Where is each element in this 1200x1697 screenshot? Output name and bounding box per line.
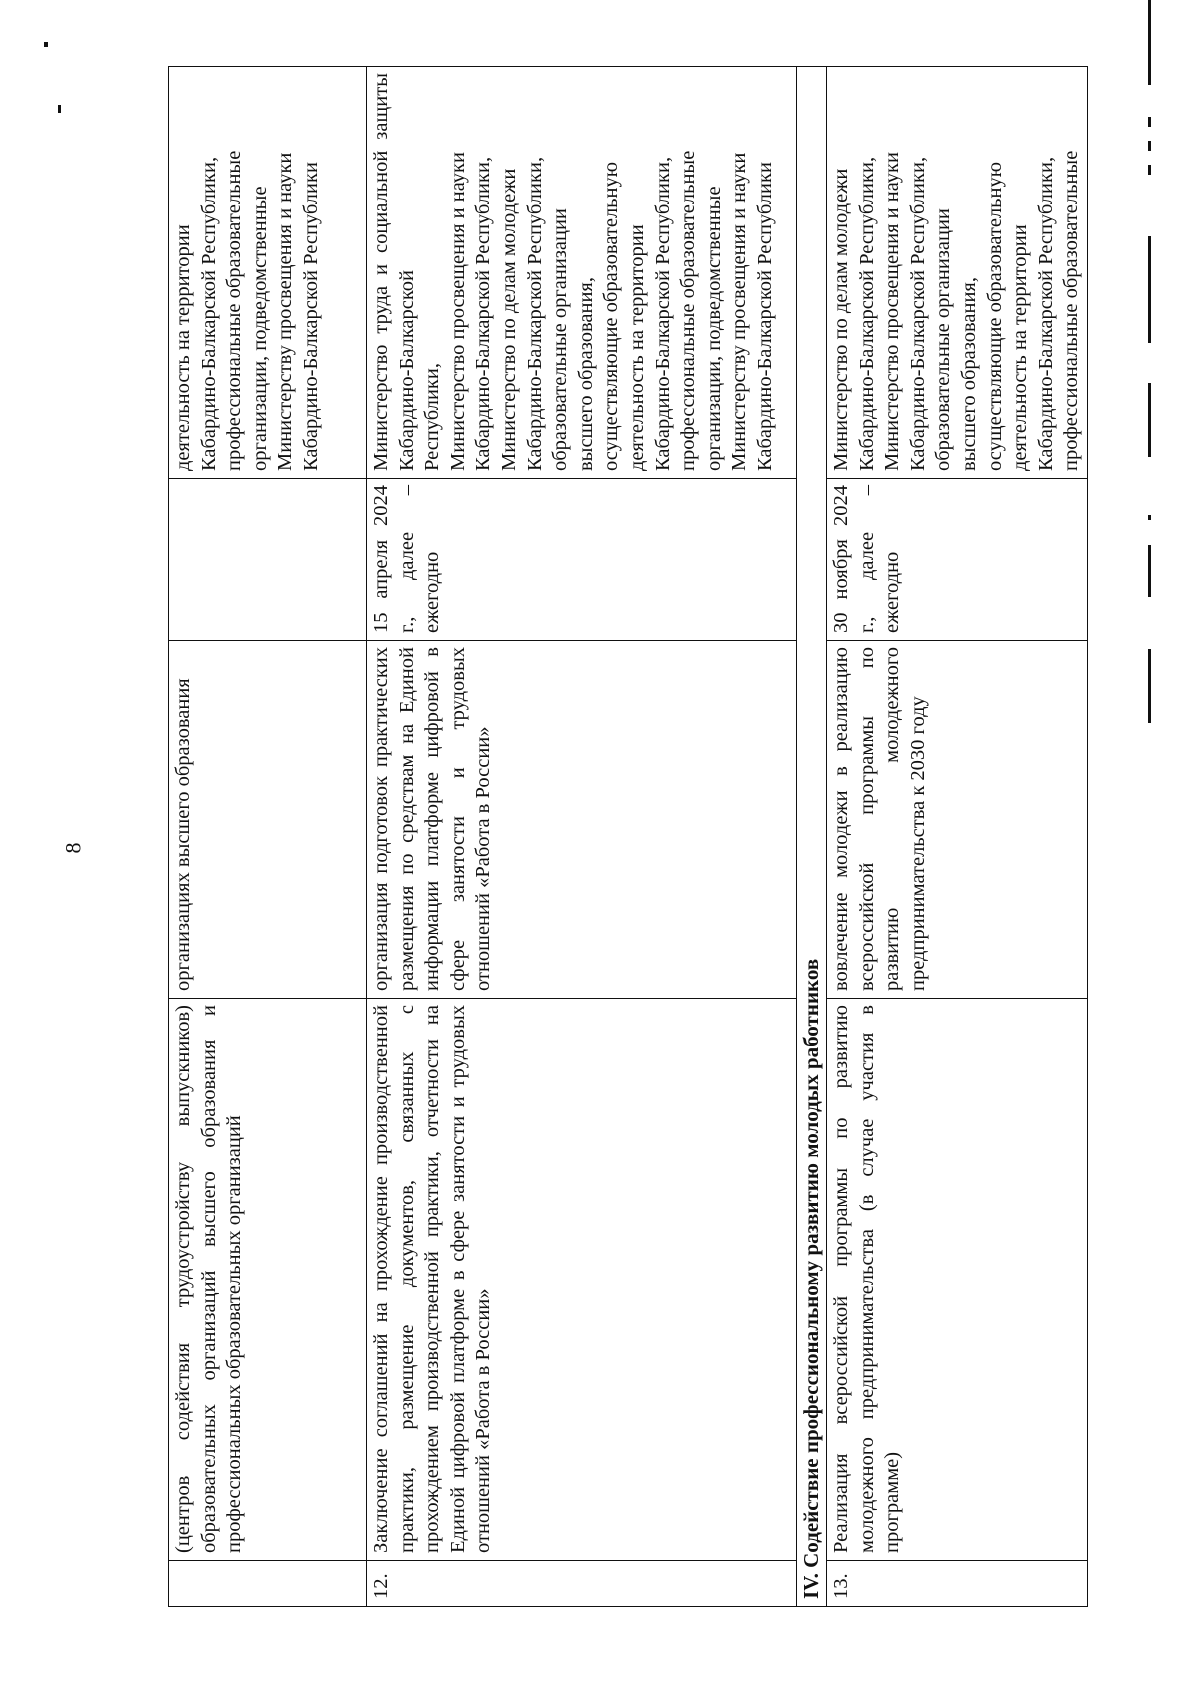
- responsible-line: Министерству просвещения и науки: [728, 152, 751, 471]
- scan-mark: [1148, 141, 1151, 151]
- responsible-line: Министерство по делам молодежи: [830, 168, 852, 471]
- responsible-line: профессиональные образовательные: [677, 150, 700, 471]
- responsible-line: организации, подведомственные: [248, 186, 271, 471]
- section-title: IV. Содействие профессиональному развитию молодых работников: [797, 67, 827, 1607]
- result-cell: организациях высшего образования: [169, 641, 367, 999]
- responsible-line: Министерство просвещения и науки: [881, 152, 904, 471]
- responsible-line: Министерству просвещения и науки: [274, 152, 297, 471]
- responsible-line: профессиональные образовательные: [1060, 150, 1083, 471]
- responsible-line: профессиональные образовательные: [223, 150, 246, 471]
- event-cell: Заключение соглашений на прохождение производственной практики, размещение документов, связанных с прохождением производственной практики, отчетности на Единой цифровой платформе в сфере занятости и трудовых отношений «Работа в России»: [367, 999, 797, 1561]
- scan-mark: [1148, 383, 1151, 457]
- table-row: [827, 67, 1088, 1607]
- deadline-cell: 30 ноября 2024 г., далее – ежегодно: [827, 479, 1088, 641]
- event-cell: Реализация всероссийской программы по развитию молодежного предпринимательства (в случае участия в программе): [827, 999, 1088, 1561]
- responsible-line: Кабардино-Балкарской Республики,: [906, 156, 929, 471]
- table-row: [169, 67, 367, 1607]
- scan-mark: [1148, 165, 1151, 175]
- responsible-line: осуществляющие образовательную: [983, 161, 1006, 471]
- row-number: 13.: [827, 1561, 1088, 1607]
- row-number: [169, 1561, 367, 1607]
- responsible-line: Кабардино-Балкарской Республики: [753, 162, 776, 471]
- deadline-cell: 15 апреля 2024 г., далее – ежегодно: [367, 479, 797, 641]
- responsible-line: Кабардино-Балкарской Республики,: [651, 156, 674, 471]
- responsible-cell: [827, 67, 1088, 479]
- scan-mark: [1148, 236, 1151, 343]
- result-cell: вовлечение молодежи в реализацию всероссийской программы по развитию молодежного предпринимательства к 2030 году: [827, 641, 1088, 999]
- responsible-line: образовательные организации: [549, 208, 572, 471]
- responsible-line: высшего образования,: [957, 277, 980, 471]
- responsible-line: высшего образования,: [574, 277, 597, 471]
- page-number: 8: [60, 842, 86, 854]
- section-row: [797, 67, 827, 1607]
- scan-mark: [44, 42, 48, 47]
- event-cell: (центров содействия трудоустройству выпускников) образовательных организаций высшего образования и профессиональных образовательных организаций: [169, 999, 367, 1561]
- scan-mark: [1148, 545, 1151, 597]
- responsible-line: Кабардино-Балкарской Республики,: [523, 156, 546, 471]
- responsible-line: осуществляющие образовательную: [600, 161, 623, 471]
- table-row: [367, 67, 797, 1607]
- responsible-line: Кабардино-Балкарской Республики,: [855, 156, 878, 471]
- responsible-cell: [169, 67, 367, 479]
- responsible-line: деятельность на территории: [1009, 224, 1032, 471]
- responsible-line: Кабардино-Балкарской Республики,: [1034, 156, 1057, 471]
- row-number: 12.: [367, 1561, 797, 1607]
- deadline-cell: [169, 479, 367, 641]
- plan-table: [168, 66, 1088, 1607]
- responsible-line: образовательные организации: [932, 208, 955, 471]
- rotated-table-stage: [168, 67, 1083, 1607]
- responsible-line: организации, подведомственные: [702, 186, 725, 471]
- responsible-line: Кабардино-Балкарской Республики: [299, 162, 322, 471]
- scan-mark: [58, 105, 61, 113]
- scan-mark: [1148, 0, 1151, 85]
- responsible-line: Министерство труда и социальной защиты Кабардино-Балкарской: [370, 73, 418, 471]
- result-cell: организация подготовок практических размещения по средствам на Единой информации платформе цифровой в сфере занятости и трудовых отношений «Работа в России»: [367, 641, 797, 999]
- responsible-line: Кабардино-Балкарской Республики,: [197, 156, 220, 471]
- responsible-line: Кабардино-Балкарской Республики,: [472, 156, 495, 471]
- responsible-line: Министерство по делам молодежи: [497, 168, 520, 471]
- scan-mark: [1148, 117, 1151, 127]
- responsible-line: Министерство просвещения и науки: [446, 152, 469, 471]
- responsible-line: Республики,: [421, 363, 444, 471]
- responsible-line: деятельность на территории: [625, 224, 648, 471]
- responsible-line: деятельность на территории: [172, 224, 194, 471]
- scan-mark: [1148, 649, 1151, 723]
- scan-mark: [1148, 515, 1151, 520]
- responsible-cell: [367, 67, 797, 479]
